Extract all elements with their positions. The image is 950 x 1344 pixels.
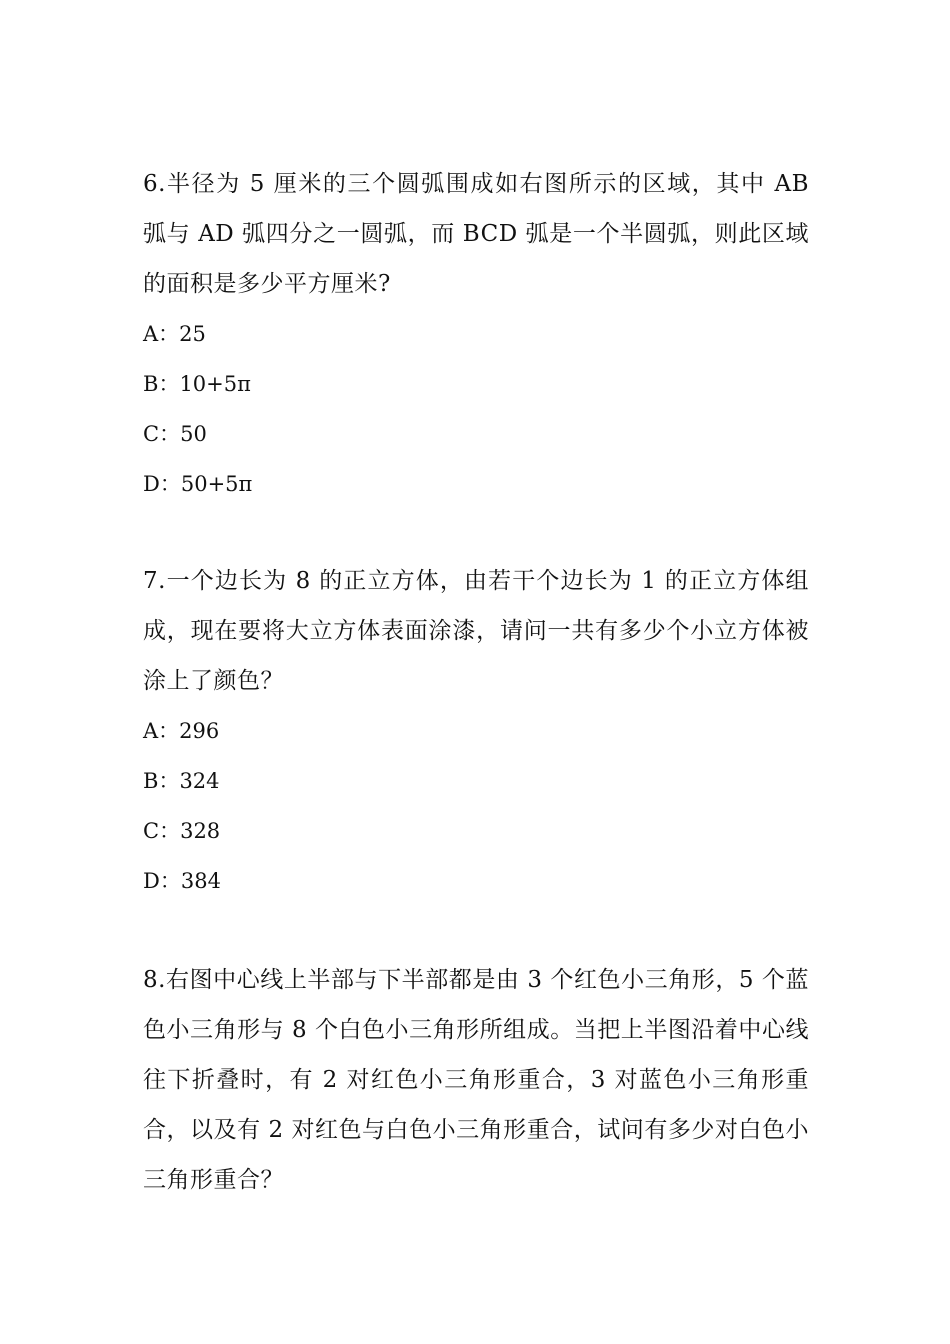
option-key: C <box>143 819 160 843</box>
option-separator: ： <box>159 869 181 893</box>
option-key: B <box>143 769 159 793</box>
option-b <box>143 756 809 806</box>
question-7 <box>143 556 809 906</box>
option-list <box>143 706 809 906</box>
option-d <box>143 856 809 906</box>
option-b <box>143 359 809 409</box>
question-stem: 8.右图中心线上半部与下半部都是由 3 个红色小三角形，5 个蓝色小三角形与 8 个白色小三角形所组成。当把上半图沿着中心线往下折叠时，有 2 对红色小三角形重合，3 对蓝色小三角形重合，以及有 2 对红色与白色小三角形重合，试问有多少对白色小三角形重合？ <box>143 967 809 1193</box>
option-a <box>143 309 809 359</box>
option-separator: ： <box>158 372 180 396</box>
option-separator: ： <box>158 769 180 793</box>
option-d <box>143 459 809 509</box>
option-separator: ： <box>159 472 181 496</box>
option-separator: ： <box>158 719 180 743</box>
option-c <box>143 409 809 459</box>
option-list <box>143 309 809 509</box>
option-separator: ： <box>159 422 181 446</box>
option-key: D <box>143 472 160 496</box>
option-value: 324 <box>179 769 220 793</box>
option-separator: ： <box>158 322 180 346</box>
option-value: 50+5π <box>180 472 253 496</box>
option-separator: ： <box>159 819 181 843</box>
option-a <box>143 706 809 756</box>
option-value: 50 <box>180 422 207 446</box>
option-value: 328 <box>180 819 221 843</box>
option-value: 25 <box>179 322 206 346</box>
option-key: A <box>143 322 159 346</box>
option-key: C <box>143 422 160 446</box>
option-c <box>143 806 809 856</box>
option-key: D <box>143 869 160 893</box>
option-value: 296 <box>179 719 220 743</box>
option-key: A <box>143 719 159 743</box>
option-value: 10+5π <box>179 372 251 396</box>
question-stem: 6.半径为 5 厘米的三个圆弧围成如右图所示的区域，其中 AB 弧与 AD 弧四分之一圆弧，而 BCD 弧是一个半圆弧，则此区域的面积是多少平方厘米? <box>143 171 809 297</box>
question-8 <box>143 955 809 1205</box>
question-stem: 7.一个边长为 8 的正立方体，由若干个边长为 1 的正立方体组成，现在要将大立方体表面涂漆，请问一共有多少个小立方体被涂上了颜色？ <box>143 568 809 694</box>
option-value: 384 <box>180 869 221 893</box>
question-6 <box>143 159 809 509</box>
option-key: B <box>143 372 159 396</box>
